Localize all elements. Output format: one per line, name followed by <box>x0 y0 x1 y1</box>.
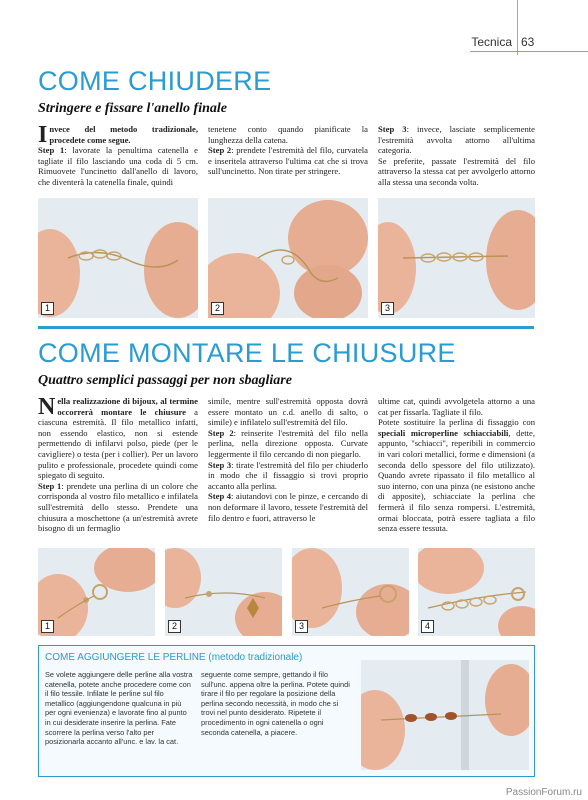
photo-number: 4 <box>421 620 434 633</box>
step-label: Step 3 <box>378 124 407 134</box>
photo-beads <box>361 660 529 770</box>
section-divider <box>38 326 534 329</box>
lead-text: nvece del metodo tradizionale, procedete come segue. <box>49 124 198 145</box>
header-underline <box>470 51 588 52</box>
section2-title: COME MONTARE LE CHIUSURE <box>38 338 456 368</box>
step-text: : invece, lasciate semplicemente l'estremità avvolta attorno all'ultima categoria. <box>378 124 536 156</box>
photo-number: 1 <box>41 302 54 315</box>
step-text: : aiutandovi con le pinze, e cercando di non deformare il lavoro, tessete l'estremità del filo dentro e fuori, attraverso le <box>208 491 368 523</box>
photo-clasp-step-2 <box>165 548 282 636</box>
page-header <box>0 0 588 60</box>
info-box-title-main: COME AGGIUNGERE LE PERLINE <box>45 652 206 663</box>
section2-col3 <box>378 396 535 534</box>
photo-number: 1 <box>41 620 54 633</box>
drop-cap: N <box>38 394 56 420</box>
photo-illustration <box>165 548 282 636</box>
step-label: Step 4 <box>208 491 232 502</box>
info-box <box>38 645 535 777</box>
photo-step-2 <box>208 198 368 318</box>
bold-text: speciali microperline schiacciabili <box>378 427 509 438</box>
body-text: , dette, appunto, "schiacci", reperibili in commercio in vari colori metallici, forme e dimensioni (a seconda dello spessore del filo utilizzato). Quando avrete ripassato il filo metallico al suo interno, con una pinza (ne esistono anche di apposite), schiacciate la perlina che fermerà il filo senza rompersi. L'estremità, ormai bloccata, potrà essere tagliata a filo senza essere tessuta. <box>378 427 535 534</box>
photo-illustration <box>418 548 535 636</box>
photo-illustration <box>378 198 535 318</box>
step-label: Step 1 <box>38 145 65 156</box>
photo-number: 2 <box>168 620 181 633</box>
body-text: simile, mentre sull'estremità opposta dovrà essere montato un c.d. anello di salto, o simile) e infilatelo sull'estremità del filo. <box>208 396 368 428</box>
step-label: Step 2 <box>208 145 232 156</box>
photo-clasp-step-1 <box>38 548 155 636</box>
step-text: : prendete l'estremità del filo, curvatela e inseritela attraverso l'ultima cat che si trova sull'uncinetto. Non tirate per stringere. <box>208 145 368 177</box>
photo-clasp-step-3 <box>292 548 409 636</box>
photo-number: 3 <box>381 302 394 315</box>
step-label: Step 2 <box>208 427 234 438</box>
body-text: tenetene conto quando pianificate la lunghezza della catena. <box>208 124 368 145</box>
section1-col2 <box>208 124 368 177</box>
section2-subtitle: Quattro semplici passaggi per non sbagliare <box>38 373 292 388</box>
photo-clasp-step-4 <box>418 548 535 636</box>
watermark: PassionForum.ru <box>505 787 582 798</box>
step-text: : prendete una perlina di un colore che corrisponda al vostro filo metallico e infilatela sull'estremità dello stesso. Prendete una chiusura a moschettone (a un'estremità avrete bisogno di un fermaglio <box>38 480 199 534</box>
body-text: Se preferite, passate l'estremità del filo attraverso la stessa cat per avvolgerlo attorno alla stessa una seconda volta. <box>378 155 535 187</box>
photo-illustration <box>292 548 409 636</box>
info-box-title-suffix: (metodo tradizionale) <box>205 652 303 663</box>
body-text: a ciascuna estremità. Il filo metallico infatti, non essendo elastico, non si estende permettendo di infilarvi polso, piede (per le cavigliere) o testa (per i collier). Per un lavoro pulito e professionale, procedete quindi come spiegato di seguito. <box>38 406 198 481</box>
section2-col2 <box>208 396 368 523</box>
section2-col1 <box>38 396 198 534</box>
drop-cap: I <box>38 122 48 148</box>
info-box-col2: seguente come sempre, gettando il filo sull'unc. appena oltre la perlina. Potete quindi tirare il filo per regolare la posizione della perlina secondo necessità, in modo che si trovi nel punto desiderato. Ripetete il procedimento in ogni catenella o ogni seconda catenella, a piacere. <box>201 670 350 737</box>
step-text: : reinserite l'estremità del filo nella perlina, nella direzione opposta. Curvate leggermente il filo cercando di non piegarlo. <box>208 427 368 459</box>
photo-step-3 <box>378 198 535 318</box>
photo-illustration <box>208 198 368 318</box>
body-text: ultime cat, quindi avvolgetela attorno a una cat per fissarla. Tagliate il filo. <box>378 396 535 417</box>
info-box-col1: Se volete aggiungere delle perline alla vostra catenella, potete anche procedere come con il filo tessile. Infilate le perline sul filo metallico (aggiungendone qualcuna in più per ogni evenienza) e lavorate fino al punto in cui desiderate inserire la perlina. Fate scorrere la perlina verso l'alto per posizionarla accanto all'unc. e lav. la cat. <box>45 670 193 747</box>
step-text: : tirate l'estremità del filo per chiuderlo in modo che il fissaggio si trovi proprio accanto alla perlina. <box>208 459 368 491</box>
photo-number: 2 <box>211 302 224 315</box>
info-box-title <box>45 652 302 663</box>
body-text: Potete sostituire la perlina di fissaggio con <box>378 417 535 428</box>
header-divider <box>517 0 518 55</box>
step-text: : lavorate la penultima catenella e tagliate il filo lasciando una coda di 5 cm. Rimuovete l'uncinetto dall'anello di lavoro, che diventerà la catenella finale, quindi <box>38 145 198 187</box>
photo-illustration <box>361 660 529 770</box>
photo-illustration <box>38 548 155 636</box>
step-label: Step 1 <box>38 480 62 491</box>
section1-col1 <box>38 124 198 188</box>
photo-illustration <box>38 198 198 318</box>
section1-title: COME CHIUDERE <box>38 66 272 96</box>
step-label: Step 3 <box>208 459 232 470</box>
photo-step-1 <box>38 198 198 318</box>
page-number: 63 <box>521 35 535 49</box>
section-name: Tecnica <box>471 35 512 49</box>
lead-text: ella realizzazione di bijoux, al termine occorrerà montare le chiusure <box>57 396 198 417</box>
photo-number: 3 <box>295 620 308 633</box>
section1-subtitle: Stringere e fissare l'anello finale <box>38 101 227 116</box>
section1-col3 <box>378 124 535 188</box>
